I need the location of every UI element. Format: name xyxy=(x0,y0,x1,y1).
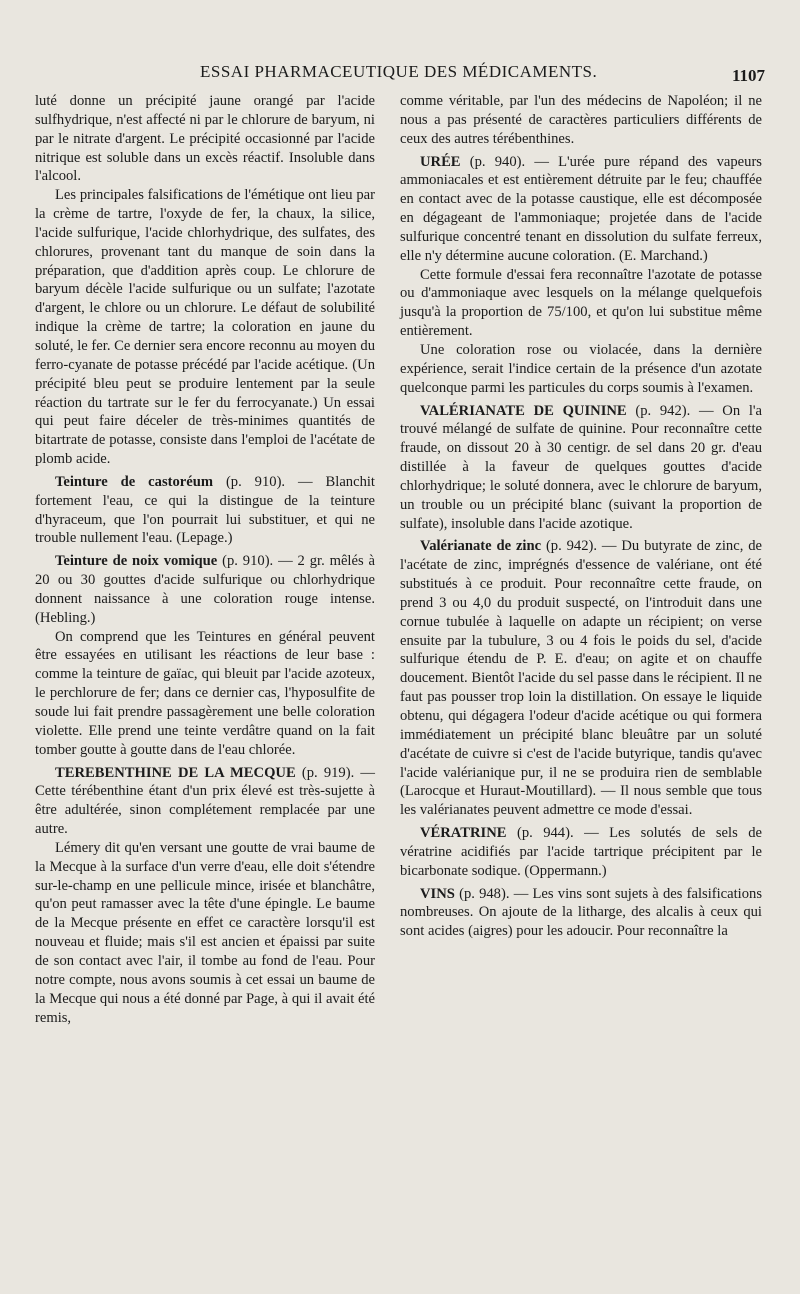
paragraph-text: (p. 910). — 2 gr. mêlés à 20 ou 30 gouttes d'acide sulfurique ou chlorhydrique donnent naissance à une coloration rouge intense. (Hebling.) xyxy=(35,553,376,626)
paragraph xyxy=(400,341,762,398)
paragraph-text: Une coloration rose ou violacée, dans la dernière expérience, serait l'indice certain de la présence d'un azotate quelconque parmi les particules du corps soumis à l'examen. xyxy=(400,341,762,396)
entry-heading: VÉRATRINE xyxy=(420,825,507,842)
paragraph-text: On comprend que les Teintures en général peuvent être essayées en utilisant les réactions de leur base : comme la teinture de gaïac, qui bleuit par l'acide azoteux, le perchlorure de fer; dans ce dernier cas, l'hyposulfite de soude lui fait prendre passagèrement une belle coloration violette. Elle prend une teinte verdâtre quand on la fait tomber goutte à goutte dans de l'eau chlorée. xyxy=(35,628,375,758)
paragraph xyxy=(35,92,375,186)
paragraph xyxy=(35,473,375,548)
entry-heading: Teinture de noix vomique xyxy=(55,553,218,570)
entry-heading: VALÉRIANATE DE QUININE xyxy=(420,402,627,419)
left-column xyxy=(35,92,375,1027)
entry-heading: Valérianate de zinc xyxy=(420,538,542,555)
page-number: 1107 xyxy=(731,66,765,85)
paragraph xyxy=(400,537,762,820)
paragraph-text: (p. 944). — Les solutés de sels de vératrine acidifiés par l'acide tartrique précipitent par le bicarbonate sodique. (Oppermann.) xyxy=(400,825,762,879)
paragraph-text: Les principales falsifications de l'émétique ont lieu par la crème de tartre, l'oxyde de fer, la chaux, la silice, l'acide sulfurique, l'acide chlorhydrique, des sulfates, des chlorures, provenant tant du manque de soin dans la préparation, que d'addition après coup. Le chlorure de baryum décèle l'acide sulfurique ou un sulfate; l'azotate d'argent, le chlore ou un chlorure. Le défaut de solubilité indique la crème de tartre; la coloration en jaune du soluté, le fer. Ce dernier sera encore reconnu au moyen du ferro-cyanate de potasse précédé par l'acide acétique. (Un précipité bleu peut se produire lentement par la seule réaction du tartrate sur le fer du ferrocyanate.) Un essai qui peut faire déceler de très-minimes quantités de bitartrate de potasse, consiste dans l'emploi de l'acétate de plomb acide. xyxy=(35,187,375,468)
entry-heading: TEREBENTHINE DE LA MECQUE xyxy=(55,764,296,781)
paragraph-text: (p. 910). — Blanchit fortement l'eau, ce qui la distingue de la teinture d'hyraceum, que l'on pourrait lui substituer, et qui ne trouble nullement l'eau. (Lepage.) xyxy=(35,473,375,547)
paragraph-text: (p. 942). — On l'a trouvé mélangé de sulfate de quinine. Pour reconnaître cette fraude, on dissout 20 à 30 centigr. de sel dans 20 gr. d'eau distillée à la faveur de quelques gouttes d'acide chlorhydrique; le soluté donnera, avec le chlorure de baryum, un trouble ou un précipité blanc (suivant la proportion de sulfate), insoluble dans l'acide azotique. xyxy=(400,402,762,532)
paragraph xyxy=(35,186,375,469)
paragraph xyxy=(400,153,762,266)
paragraph-text: (p. 919). — Cette térébenthine étant d'un prix élevé est très-sujette à être adultérée, sinon complétement remplacée par une autre. xyxy=(35,764,375,838)
paragraph xyxy=(35,552,375,627)
entry-heading: VINS xyxy=(420,885,455,902)
entry-heading: Teinture de castoréum xyxy=(55,473,214,490)
paragraph-text: (p. 940). — L'urée pure répand des vapeurs ammoniacales et est entièrement détruite par le feu; chauffée en contact avec de la potasse caustique, elle est décomposée en dégageant de l'ammoniaque; projetée dans de l'acide sulfurique concentré tenant en dissolution du sulfate ferreux, elle n'y détermine aucune coloration. (E. Marchand.) xyxy=(400,153,762,264)
paragraph-text: (p. 948). — Les vins sont sujets à des falsifications nombreuses. On ajoute de la litharge, des alcalis à ceux qui sont acides (aigres) pour les adoucir. Pour reconnaître la xyxy=(400,885,762,940)
paragraph-text: (p. 942). — Du butyrate de zinc, de l'acétate de zinc, imprégnés d'essence de valériane, ont été substitués à ce produit. Pour reconnaître cette fraude, on prend 3 ou 4,0 du produit suspecté, on l'introduit dans une cornue tubulée à laquelle on adapte un récipient; on verse ensuite par la tubulure, 3 ou 4 fois le poids du sel, d'acide sulfurique étendu de P. E. d'eau; on agite et on chauffe doucement. Bientôt l'acide du sel passe dans le récipient. Il ne faut pas pousser trop loin la distillation. On essaye le liquide obtenu, qui dégagera l'odeur d'acide acétique ou qui formera immédiatement un précipité blanc bleuâtre par un soluté d'acétate de cuivre si c'est de l'acide butyrique, tandis qu'avec l'acide valérianique pur, il ne se produira rien de semblable (Larocque et Huraut-Moutillard). — Il nous semble que tous les valérianates peuvent admettre ce mode d'essai. xyxy=(400,538,763,819)
paragraph-text: comme véritable, par l'un des médecins de Napoléon; il ne nous a pas présenté de caractères particuliers différents de ceux des autres térébenthines. xyxy=(400,93,762,147)
paragraph xyxy=(400,885,762,942)
paragraph xyxy=(400,92,762,149)
entry-heading: URÉE xyxy=(420,153,461,170)
paragraph-text: Cette formule d'essai fera reconnaître l'azotate de potasse ou d'ammoniaque avec lesquels on la mélange quelquefois jusqu'à la proportion de 75/100, et qu'on lui substitue même entièrement. xyxy=(400,266,762,340)
paragraph xyxy=(35,628,375,760)
paragraph-text: luté donne un précipité jaune orangé par l'acide sulfhydrique, n'est affecté ni par le chlorure de baryum, ni par le nitrate d'argent. Le précipité occasionné par l'acide nitrique est soluble dans un excès réactif. Insoluble dans l'alcool. xyxy=(35,93,375,185)
paragraph xyxy=(400,266,762,341)
paragraph xyxy=(35,839,375,1027)
paragraph xyxy=(35,764,375,839)
paragraph xyxy=(400,824,762,881)
paragraph-text: Lémery dit qu'en versant une goutte de vrai baume de la Mecque à la surface d'un verre d'eau, elle doit s'étendre sur-le-champ en une pellicule mince, irisée et blanchâtre, qu'on peut ramasser avec la tête d'une épingle. Le baume de la Mecque présente en effet ce caractère lorsqu'il est nouveau et fluide; mais s'il est ancien et épaissi par suite de son contact avec l'air, il tombe au fond de l'eau. Pour notre compte, nous avons soumis à cet essai un baume de la Mecque qui nous a été donné par Page, à qui il avait été remis, xyxy=(35,839,375,1026)
right-column xyxy=(400,92,762,941)
running-header xyxy=(40,58,765,88)
paragraph xyxy=(400,402,762,534)
running-title: ESSAI PHARMACEUTIQUE DES MÉDICAMENTS. xyxy=(200,62,598,81)
